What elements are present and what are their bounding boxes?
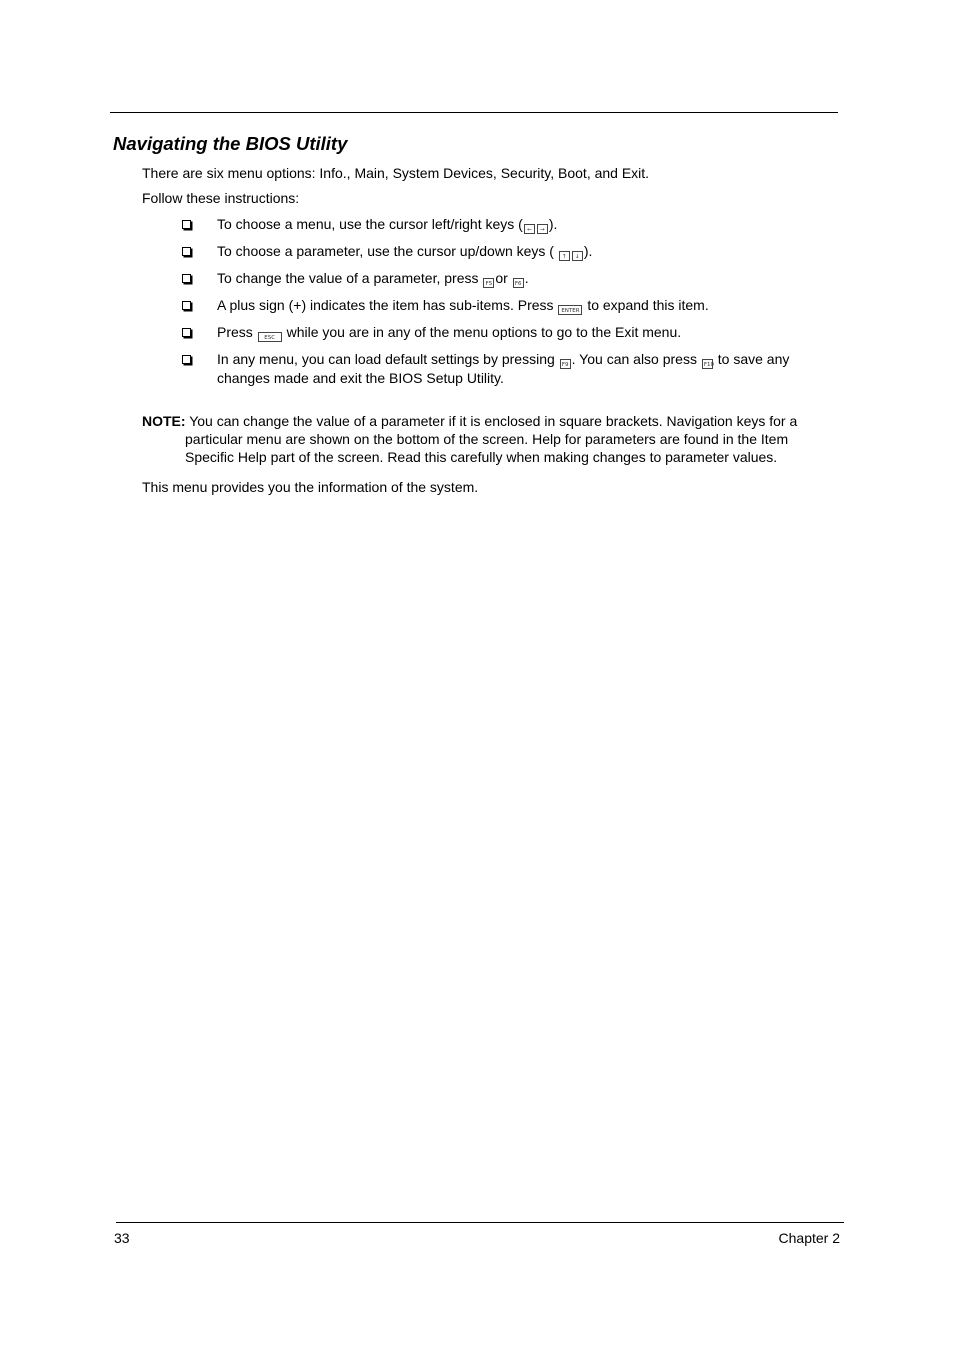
note-label: NOTE: bbox=[142, 413, 186, 429]
note-block bbox=[142, 412, 832, 466]
section-heading: Navigating the BIOS Utility bbox=[113, 133, 348, 154]
up-arrow-key-icon: ↑ bbox=[559, 251, 570, 261]
checkbox-bullet-icon bbox=[182, 301, 191, 310]
header-rule bbox=[110, 112, 838, 113]
follow-paragraph: Follow these instructions: bbox=[142, 190, 300, 206]
list-item: In any menu, you can load default settings by pressing F9 . You can also press F10 to save any changes made and exit the BIOS Setup Utility. bbox=[182, 350, 822, 387]
checkbox-bullet-icon bbox=[182, 274, 191, 283]
footer-rule bbox=[116, 1222, 844, 1223]
checkbox-bullet-icon bbox=[182, 355, 191, 364]
down-arrow-key-icon: ↓ bbox=[572, 251, 583, 261]
checkbox-bullet-icon bbox=[182, 247, 191, 256]
right-arrow-key-icon: → bbox=[537, 224, 548, 234]
checkbox-bullet-icon bbox=[182, 220, 191, 229]
page-number: 33 bbox=[114, 1230, 130, 1246]
closing-paragraph: This menu provides you the information of the system. bbox=[142, 479, 479, 495]
instruction-list bbox=[182, 215, 822, 395]
left-arrow-key-icon: ← bbox=[524, 224, 535, 234]
esc-key-icon: ESC bbox=[258, 332, 282, 342]
list-item: Press ESC while you are in any of the menu options to go to the Exit menu. bbox=[182, 323, 822, 342]
list-item: A plus sign (+) indicates the item has sub-items. Press ENTER to expand this item. bbox=[182, 296, 822, 315]
chapter-label: Chapter 2 bbox=[778, 1230, 840, 1246]
intro-paragraph: There are six menu options: Info., Main, System Devices, Security, Boot, and Exit. bbox=[142, 165, 650, 181]
list-item: To choose a menu, use the cursor left/right keys ( ← → ). bbox=[182, 215, 822, 234]
note-text-first: You can change the value of a parameter if it is enclosed in square brackets. Navigation keys for a bbox=[189, 413, 798, 429]
f10-key-icon: F10 bbox=[702, 359, 713, 369]
list-item: To choose a parameter, use the cursor up/down keys ( ↑ ↓ ). bbox=[182, 242, 822, 261]
f9-key-icon: F9 bbox=[560, 359, 571, 369]
f5-key-icon: F5 bbox=[483, 278, 494, 288]
f6-key-icon: F6 bbox=[513, 278, 524, 288]
note-text-rest: particular menu are shown on the bottom of the screen. Help for parameters are found in the Item Specific Help part of the screen. Read this carefully when making changes to parameter values. bbox=[185, 431, 789, 465]
enter-key-icon: ENTER bbox=[558, 305, 582, 315]
list-item: To change the value of a parameter, press F5 or F6 . bbox=[182, 269, 822, 288]
checkbox-bullet-icon bbox=[182, 328, 191, 337]
